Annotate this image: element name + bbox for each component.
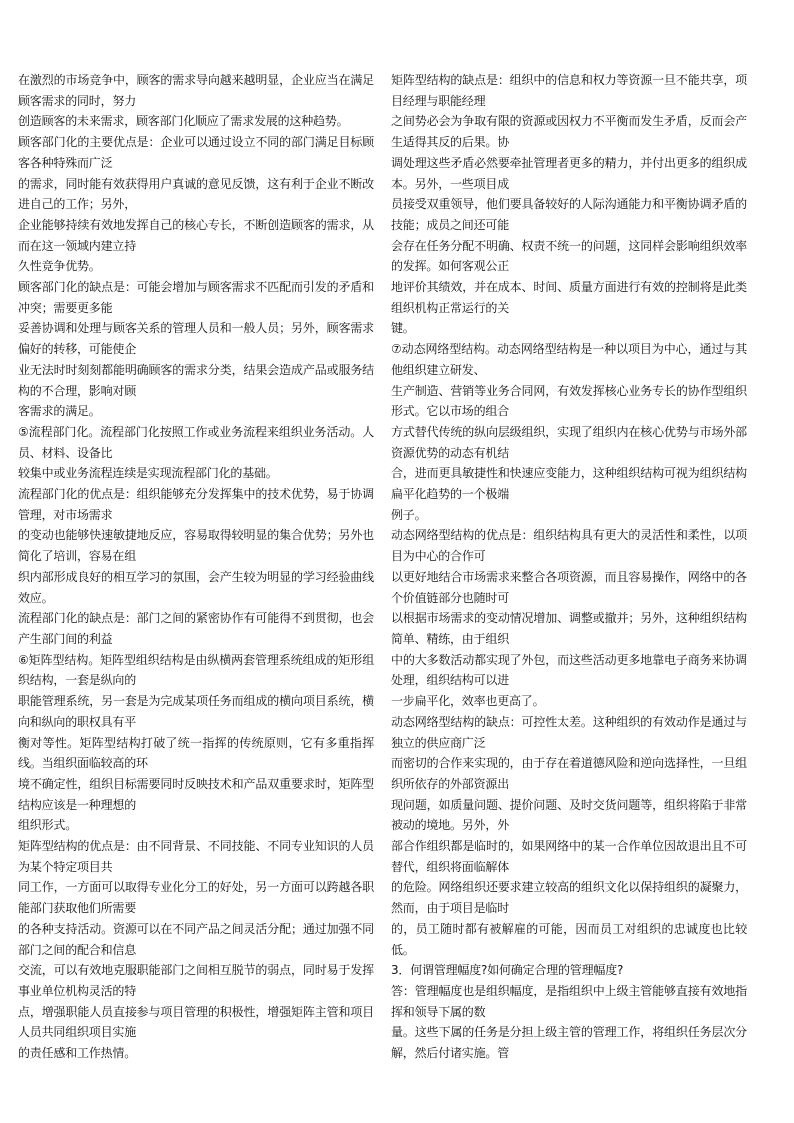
left-paragraph: 同工作，一方面可以取得专业化分工的好处，另一方面可以跨越各职能部门获取他们所需要 [18, 880, 374, 916]
left-paragraph: 的需求，同时能有效获得用户真诚的意见反馈，这有利于企业不断改进自己的工作；另外， [18, 176, 374, 212]
answer-paragraph: 答：管理幅度也是组织幅度，是指组织中上级主管能够直接有效地指挥和领导下属的数 [391, 983, 747, 1019]
left-paragraph: 在激烈的市场竞争中，顾客的需求导向越来越明显，企业应当在满足顾客需求的同时，努力 [18, 73, 374, 108]
right-paragraph: 的，员工随时都有被解雇的可能，因而员工对组织的忠诚度也比较低。 [391, 921, 747, 957]
left-column [18, 70, 374, 1064]
right-paragraph: 现问题，如质量问题、提价问题、及时交货问题等，组织将陷于非常被动的境地。另外，外 [391, 797, 747, 833]
left-paragraph: 衡对等性。矩阵型结构打破了统一指挥的传统原则，它有多重指挥线。当组织面临较高的环 [18, 735, 374, 771]
left-paragraph: 流程部门化的优点是：组织能够充分发挥集中的技术优势，易于协调管理，对市场需求 [18, 487, 374, 522]
left-paragraph: 组织形式。 [18, 818, 78, 833]
right-paragraph: 的危险。网络组织还要求建立较高的组织文化以保持组织的凝聚力，然而，由于项目是临时 [391, 880, 747, 916]
right-paragraph: ⑦动态网络型结构。动态网络型结构是一种以项目为中心，通过与其他组织建立研发、 [391, 342, 747, 377]
right-paragraph: 部合作组织都是临时的，如果网络中的某一合作单位因故退出且不可替代，组织将面临解体 [391, 839, 747, 874]
right-paragraph: 一步扁平化，效率也更高了。 [391, 694, 545, 709]
right-paragraph: 而密切的合作来实现的，由于存在着道德风险和逆向选择性，一旦组织所依存的外部资源出 [391, 756, 747, 791]
right-paragraph: 动态网络型结构的优点是：组织结构具有更大的灵活性和柔性，以项目为中心的合作可 [391, 528, 747, 564]
right-paragraph: 生产制造、营销等业务合同网，有效发挥核心业务专长的协作型组织形式。它以市场的组合 [391, 383, 747, 419]
left-paragraph: 较集中或业务流程连续是实现流程部门化的基础。 [18, 466, 278, 481]
left-paragraph: 点，增强职能人员直接参与项目管理的积极性，增强矩阵主管和项目人员共同组织项目实施 [18, 1004, 374, 1040]
left-paragraph: 业无法时时刻刻都能明确顾客的需求分类，结果会造成产品或服务结构的不合理，影响对顾 [18, 362, 374, 398]
right-paragraph: 动态网络型结构的缺点：可控性太差。这种组织的有效动作是通过与独立的供应商广泛 [391, 714, 747, 750]
left-paragraph: 创造顾客的未来需求，顾客部门化顺应了需求发展的这种趋势。 [18, 114, 349, 129]
right-paragraph: 调处理这些矛盾必然要牵扯管理者更多的精力，并付出更多的组织成本。另外，一些项目成 [391, 155, 747, 191]
right-paragraph: 矩阵型结构的缺点是：组织中的信息和权力等资源一旦不能共享，项目经理与职能经理 [391, 73, 747, 108]
right-paragraph: 中的大多数活动都实现了外包，而这些活动更多地靠电子商务来协调处理，组织结构可以进 [391, 652, 747, 688]
right-paragraph: 以根据市场需求的变动情况增加、调整或撤并；另外，这种组织结构简单、精练，由于组织 [391, 611, 747, 646]
left-paragraph: 流程部门化的缺点是：部门之间的紧密协作有可能得不到贯彻，也会产生部门间的利益 [18, 611, 374, 646]
right-paragraph: 之间势必会为争取有限的资源或因权力不平衡而发生矛盾，反而会产生适得其反的后果。协 [391, 114, 747, 150]
right-paragraph: 键。 [391, 321, 415, 336]
left-paragraph: 客需求的满足。 [18, 404, 101, 419]
left-paragraph: 顾客部门化的主要优点是：企业可以通过设立不同的部门满足目标顾客各种特殊而广泛 [18, 135, 374, 170]
right-paragraph: 地评价其绩效，并在成本、时间、质量方面进行有效的控制将是此类组织机构正常运行的关 [391, 280, 747, 315]
right-paragraph: 合，进而更具敏捷性和快速应变能力，这种组织结构可视为组织结构扁平化趋势的一个极端 [391, 466, 747, 502]
right-paragraph: 员接受双重领导，他们要具备较好的人际沟通能力和平衡协调矛盾的技能；成员之间还可能 [391, 197, 747, 232]
left-paragraph: 交流，可以有效地克服职能部门之间相互脱节的弱点，同时易于发挥事业单位机构灵活的特 [18, 963, 374, 998]
left-paragraph: 矩阵型结构的优点是：由不同背景、不同技能、不同专业知识的人员为某个特定项目共 [18, 839, 374, 874]
left-paragraph: 职能管理系统，另一套是为完成某项任务而组成的横向项目系统，横向和纵向的职权具有平 [18, 694, 374, 729]
left-paragraph: 的各种支持活动。资源可以在不同产品之间灵活分配；通过加强不同部门之间的配合和信息 [18, 921, 374, 957]
left-paragraph: ⑥矩阵型结构。矩阵型组织结构是由纵横两套管理系统组成的矩形组织结构，一套是纵向的 [18, 652, 374, 688]
right-paragraph: 量。这些下属的任务是分担上级主管的管理工作，将组织任务层次分解，然后付诸实施。管 [391, 1025, 747, 1061]
right-paragraph: 例子。 [391, 507, 427, 522]
right-paragraph: 方式替代传统的纵向层级组织，实现了组织内在核心优势与市场外部资源优势的动态有机结 [391, 424, 747, 460]
left-paragraph: 妥善协调和处理与顾客关系的管理人员和一般人员；另外，顾客需求偏好的转移，可能使企 [18, 321, 374, 357]
left-paragraph: 久性竞争优势。 [18, 259, 101, 274]
left-paragraph: ⑤流程部门化。流程部门化按照工作或业务流程来组织业务活动。人员、材料、设备比 [18, 424, 374, 460]
right-column [391, 70, 747, 1064]
question-heading: 3．何谓管理幅度?如何确定合理的管理幅度? [391, 963, 624, 978]
left-paragraph: 织内部形成良好的相互学习的氛围，会产生较为明显的学习经验曲线效应。 [18, 569, 374, 605]
left-paragraph: 顾客部门化的缺点是：可能会增加与顾客需求不匹配而引发的矛盾和冲突；需要更多能 [18, 280, 374, 315]
left-paragraph: 的变动也能够快速敏捷地反应，容易取得较明显的集合优势；另外也简化了培训，容易在组 [18, 528, 374, 564]
left-paragraph: 境不确定性，组织目标需要同时反映技术和产品双重要求时，矩阵型结构应该是一种理想的 [18, 776, 374, 812]
right-paragraph: 以更好地结合市场需求来整合各项资源，而且容易操作，网络中的各个价值链部分也随时可 [391, 569, 747, 605]
left-paragraph: 企业能够持续有效地发挥自己的核心专长，不断创造顾客的需求，从而在这一领域内建立持 [18, 217, 374, 253]
right-paragraph: 会存在任务分配不明确、权责不统一的问题，这同样会影响组织效率的发挥。如何客观公正 [391, 238, 747, 274]
left-paragraph: 的责任感和工作热情。 [18, 1046, 137, 1061]
